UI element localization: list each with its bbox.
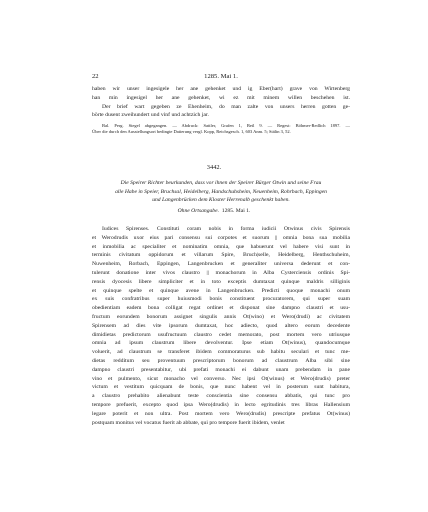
regest-line: alle Habe in Speier, Bruchsal, Heidelberg, Handschuhsheim, Neuenheim, Rohrbach, Eppingen — [115, 188, 327, 195]
text-line: börte dusent zweihundert und vinf und achtzich jar. — [92, 112, 209, 119]
page-header — [92, 72, 350, 81]
regest-line: Die Speirer Richter beurkunden, dass vor ihnen der Speirer Bürger Otwin und seine Frau — [120, 180, 322, 186]
body-line: et inmobilia ac specialiter et nominatim omnia, que habuerunt vel habere visi sunt in — [92, 243, 350, 250]
body-line: et Werodrudis uxor eius pari consensu sui corpotes et suorum || omnia bona sua mobilia — [92, 234, 350, 241]
body-line: postquam monitus vel vocatus fuerit ab abbate, qui pro tempore fuerit ibidem, venlet — [92, 419, 285, 426]
body-line: fructum eorundem bonorum assignet singulis annis Ot(wino) et Wero(drudi) ac civitatem — [92, 313, 350, 320]
document-number: 3442. — [206, 164, 222, 171]
body-line: dampno claustri presentabitur, ubi prefati monachi ei dabunt unam prebendam in pane — [92, 366, 350, 373]
note-line: Bal. Perg. Siegel abgegangen. — Abdruck: Sattler, Grafen 1, Beil 9. — Regest: Böhmer-Redlich 1897. — — [102, 123, 350, 128]
body-line: tempore prefuerit, excepto quod ipsa Wero(drudis) in lecto egritudinis tres libras Hallensium — [92, 401, 350, 408]
date-line — [0, 208, 428, 214]
continuation-text — [92, 85, 350, 120]
body-line: omnia ad ipsum claustrum libere devolventur. Ipse etiam Ot(winus), quandocumque — [92, 340, 350, 347]
body-line: Nuwenheim, Rorbach, Eppingen, Langenbrucken et generaliter universa dederunt et con- — [92, 261, 350, 268]
body-line: a claustro prehabito alienabunt teste conscientia sine consensu abbatis, qui tunc pro — [92, 393, 350, 400]
regest-line: und Langenbrücken dem Kloster Herrenalb geschenkt haben. — [152, 197, 290, 204]
body-line: dietas redditum seu proventuum prescriptorum bonorum ad claustrum Alba sibi sine — [92, 357, 350, 364]
body-line: victum et vestitum quicquam de bonis, que nunc habent vel in posterum sunt habitura, — [92, 384, 350, 391]
running-title: 1285. Mai 1. — [204, 73, 238, 80]
text-line: Der brief wart gegeben ze Ehenheim, do man zalte von unsers herren gotten ge- — [102, 103, 350, 110]
body-line: obedientiam eadem bona colligat regat ordinet et disponat sine dampno claustri et usu- — [92, 305, 350, 312]
body-line: rensis dyocesis libere simpliciter et in toto exceptis dumtaxat quinque maldris silliginis — [92, 278, 350, 285]
charter-body — [92, 225, 350, 427]
page-number: 22 — [92, 73, 99, 80]
source-notes — [92, 123, 350, 136]
body-line: terminis civitatum oppidorum et villarum Spire, Bruch|selle, Heidelberg, Henthschuheim, — [92, 252, 350, 259]
body-line: vino et pulmento, sicut monacho vel converso. Nec ipsi Ot(winus) et Wero(drudis) preter — [92, 375, 350, 382]
body-line: Iudices Spirenses. Constituti coram nobis in forma iudicii Otwinus civis Spirensis — [102, 226, 350, 232]
date-value: 1285. Mai 1. — [221, 208, 251, 214]
text-line: han min ingesigel her ane gehenket, wi ez mit minem willen beschehen ist. — [92, 94, 350, 101]
body-line: ex suis confratribus super huiusmodi bonis constituent procuratorem, qui super suam — [92, 296, 350, 303]
body-line: et quinque spelte et quinque avene in Langenbrucken. Predicti quoque monachi onum — [92, 287, 350, 294]
body-line: Spirensem ad dies vite ipsorum dumtaxat, hoc adiecto, quod altero eorum decedente — [92, 322, 350, 329]
body-line: tulerunt donatione inter vivos claustro || monachorum in Alba Cysterciensis ordinis Spi- — [92, 269, 350, 276]
date-place: Ohne Ortsangabe. — [177, 208, 219, 214]
body-line: dimidietas predictorum usufructuum claustro cedet memorato, post mortem vero utriusque — [92, 331, 350, 338]
body-line: legare poterit et non ultra. Post mortem vero Wero(drudis) prescripte prefatus Ot(winus) — [92, 410, 350, 417]
text-line: haben wir unser ingesigele her ane gehenket und ig Eber(hart) grave von Wirtenberg — [92, 86, 350, 92]
note-line: Über die durch den Ausstellungsort bedingte Datierung vergl. Kopp, Reichsgesch. 1, 603 Anm. 5; Stälin 3, 52. — [92, 129, 291, 135]
regest-summary — [92, 179, 350, 205]
body-line: voluerit, ad claustrum se transferet ibidem commoraturus sub habitu seculari et tunc me- — [92, 349, 350, 356]
